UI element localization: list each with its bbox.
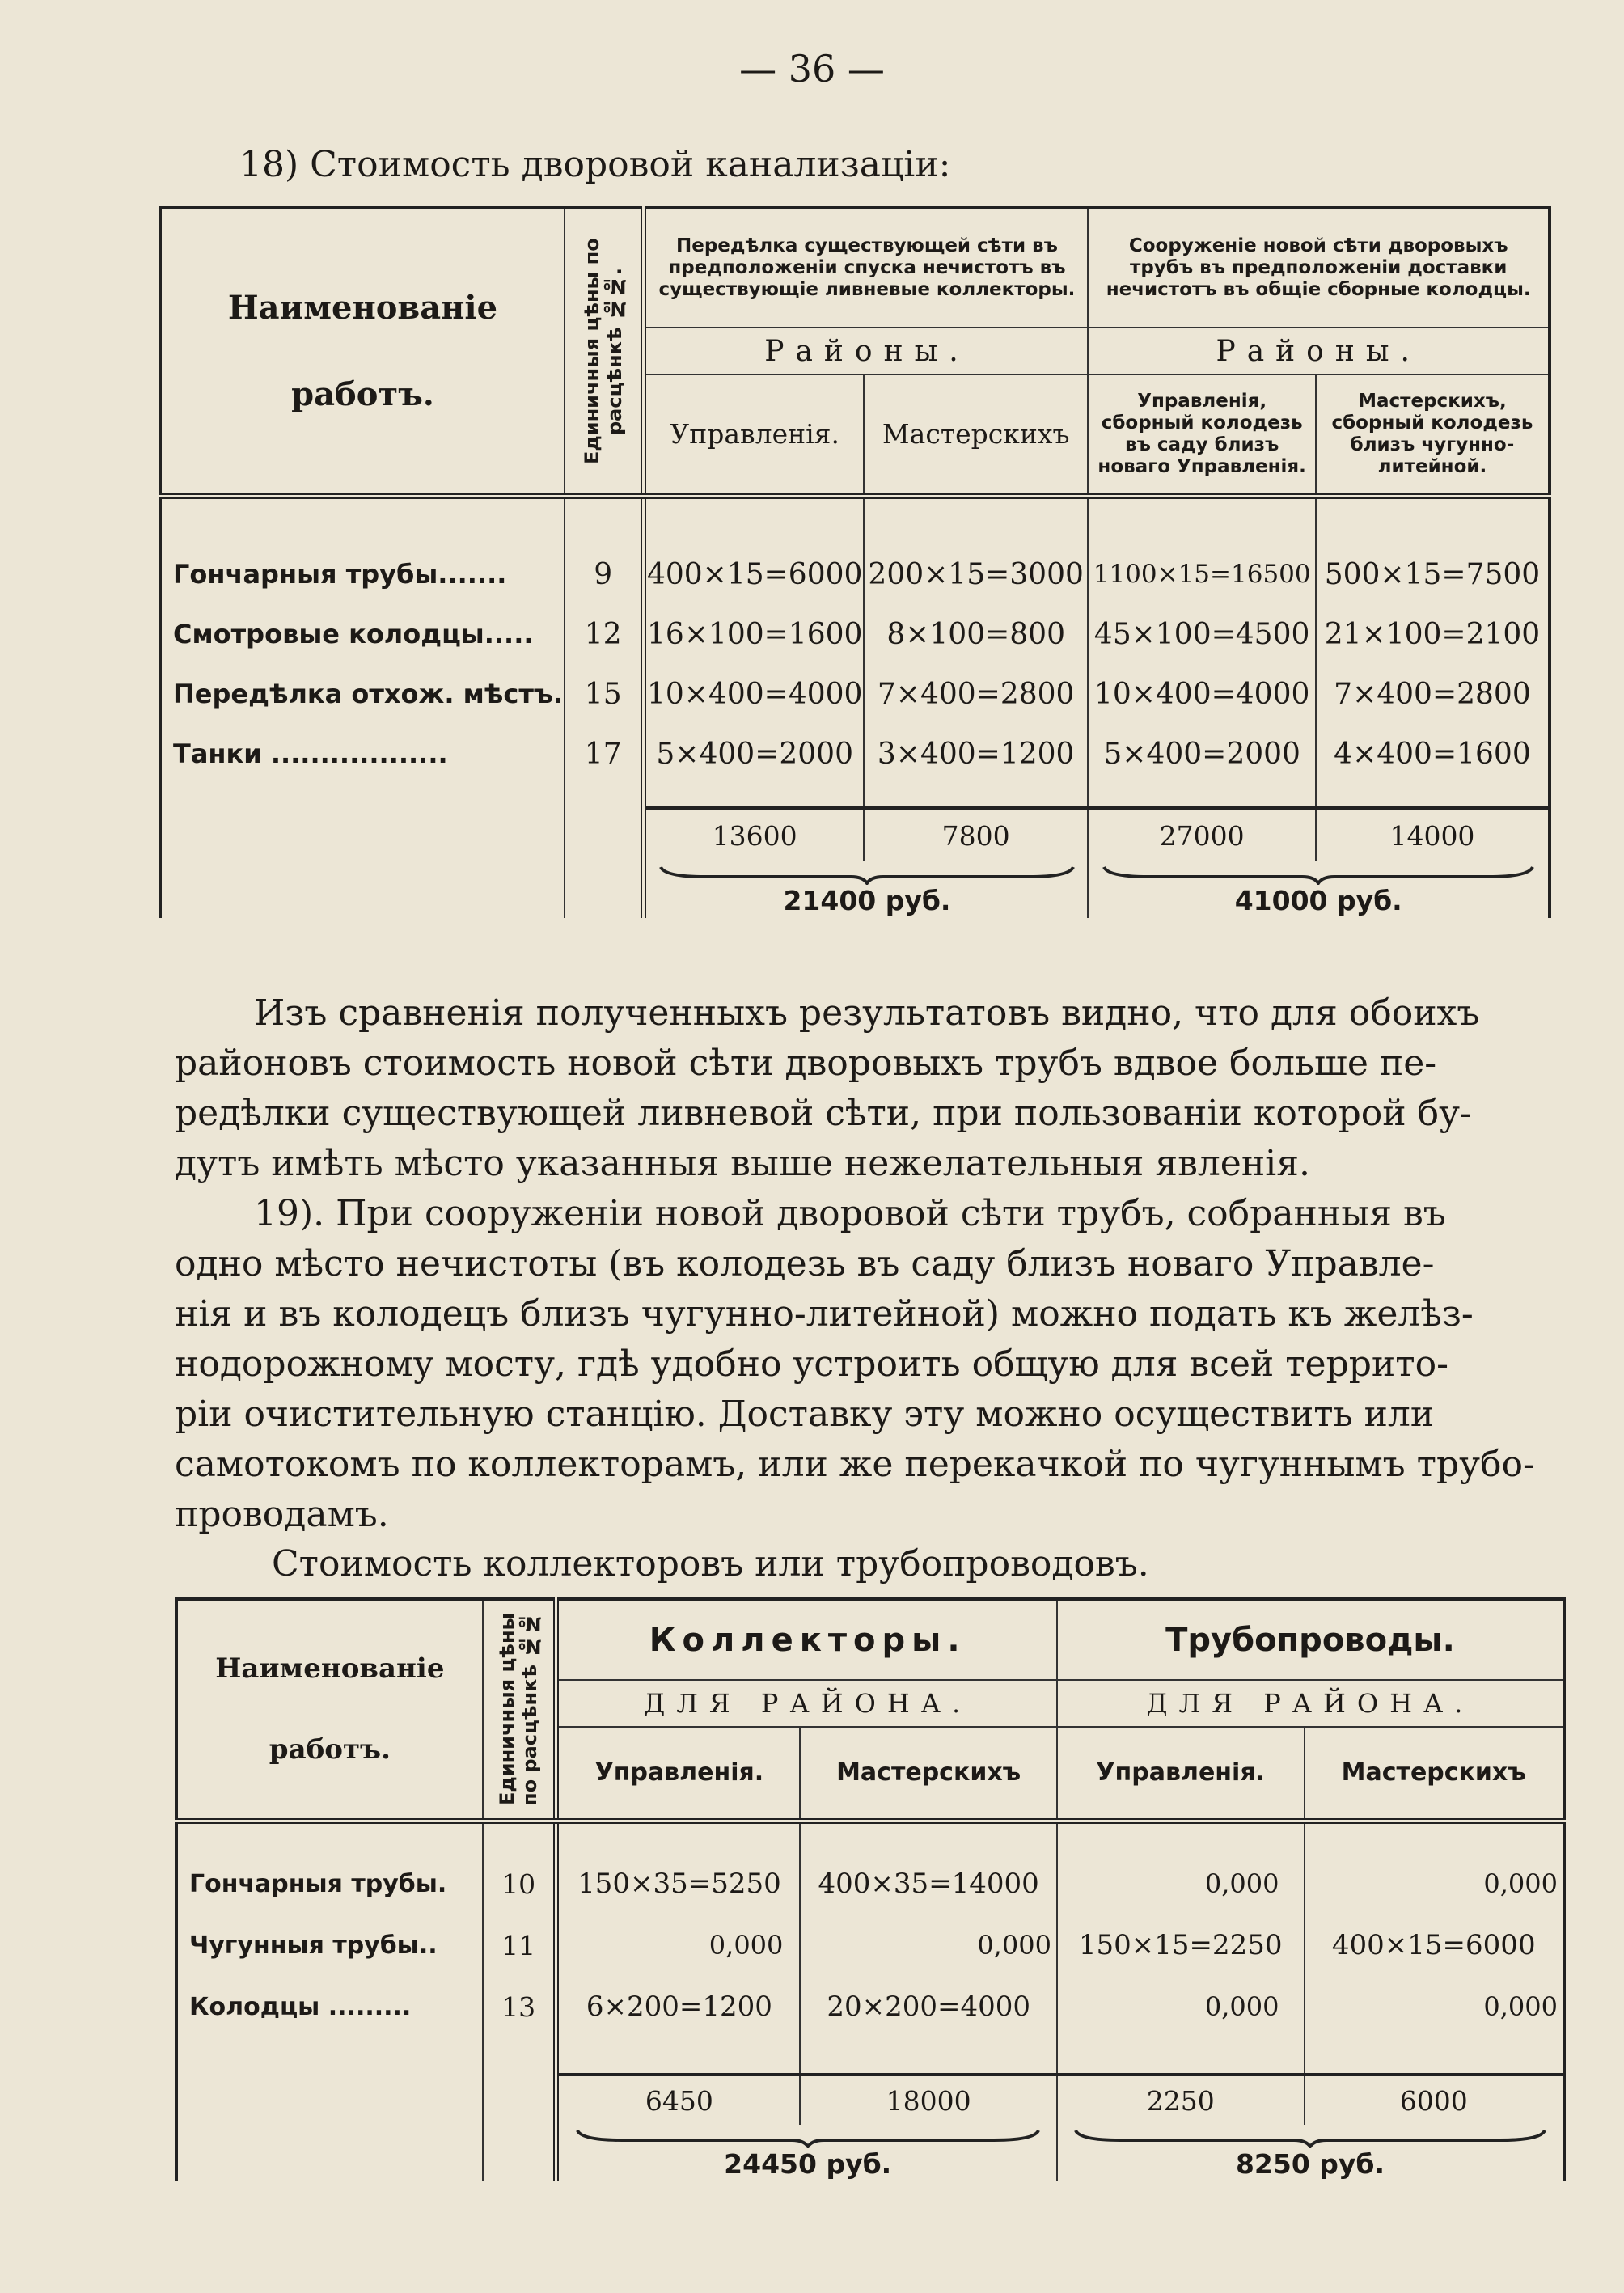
header-group-collectors: Коллекторы. bbox=[556, 1599, 1057, 1680]
paragraph-line: рiи очистительную станцiю. Доставку эту можно осуществить или bbox=[175, 1394, 1435, 1435]
cell-value: 5×400=2000 bbox=[644, 724, 864, 784]
header-sub-workshops: Мастерскихъ bbox=[864, 374, 1089, 496]
header-unit-price: Единичныя цѣны по расцѣнкѣ №№. bbox=[565, 208, 644, 496]
cell-value: 0,000 bbox=[1305, 1976, 1565, 2037]
header-for-district-1: ДЛЯ РАЙОНА. bbox=[556, 1680, 1057, 1727]
totals-row bbox=[176, 2075, 1564, 2125]
sum-brace-1: 24450 руб. bbox=[556, 2125, 1057, 2181]
sum-brace-1: 21400 руб. bbox=[644, 861, 1088, 918]
header-sub-administration: Управленiя. bbox=[1057, 1727, 1305, 1821]
total-value: 6450 bbox=[556, 2075, 800, 2125]
cell-value: 5×400=2000 bbox=[1088, 724, 1315, 784]
header-sub-workshops-well: Мастерскихъ, сборный колодезь близъ чугунно-литейной. bbox=[1316, 374, 1550, 496]
cell-value: 3×400=1200 bbox=[864, 724, 1089, 784]
paragraph-line: Изъ сравненiя полученныхъ результатовъ видно, что для обоихъ bbox=[254, 992, 1480, 1034]
table-row bbox=[176, 1914, 1564, 1976]
row-name: Чугунныя трубы.. bbox=[176, 1914, 483, 1976]
row-unit: 15 bbox=[565, 664, 644, 724]
total-value: 7800 bbox=[864, 808, 1089, 861]
paragraph-line: одно мѣсто нечистоты (въ колодезь въ саду близъ новаго Управле- bbox=[175, 1243, 1435, 1284]
cell-value: 500×15=7500 bbox=[1316, 544, 1550, 604]
header-sub-administration-well: Управленiя, сборный колодезь въ саду близъ новаго Управленiя. bbox=[1088, 374, 1315, 496]
curly-brace-icon bbox=[1100, 864, 1537, 885]
row-unit: 13 bbox=[483, 1976, 556, 2037]
cell-value: 4×400=1600 bbox=[1316, 724, 1550, 784]
paragraph-line: дутъ имѣть мѣсто указанныя выше нежелательныя явленiя. bbox=[175, 1143, 1310, 1184]
cell-value: 10×400=4000 bbox=[644, 664, 864, 724]
cell-value: 7×400=2800 bbox=[1316, 664, 1550, 724]
row-unit: 11 bbox=[483, 1914, 556, 1976]
header-districts-1: Районы. bbox=[644, 328, 1088, 374]
cell-value: 0,000 bbox=[800, 1914, 1057, 1976]
total-value: 14000 bbox=[1316, 808, 1550, 861]
row-unit: 17 bbox=[565, 724, 644, 784]
cell-value: 7×400=2800 bbox=[864, 664, 1089, 724]
table-row bbox=[176, 1853, 1564, 1914]
table-row bbox=[160, 544, 1550, 604]
header-districts-2: Районы. bbox=[1088, 328, 1550, 374]
cell-value: 200×15=3000 bbox=[864, 544, 1089, 604]
yard-sewerage-cost-table bbox=[159, 206, 1551, 918]
total-value: 2250 bbox=[1057, 2075, 1305, 2125]
header-sub-administration: Управленiя. bbox=[644, 374, 864, 496]
cell-value: 150×15=2250 bbox=[1057, 1914, 1305, 1976]
cell-value: 20×200=4000 bbox=[800, 1976, 1057, 2037]
cell-value: 0,000 bbox=[556, 1914, 800, 1976]
row-name: Смотровые колодцы..... bbox=[160, 604, 565, 664]
table-row bbox=[160, 604, 1550, 664]
cell-value: 400×15=6000 bbox=[644, 544, 864, 604]
header-sub-workshops: Мастерскихъ bbox=[800, 1727, 1057, 1821]
paragraph-line: самотокомъ по коллекторамъ, или же перекачкой по чугуннымъ трубо- bbox=[175, 1444, 1535, 1485]
paragraph-line: районовъ стоимость новой сѣти дворовыхъ трубъ вдвое больше пе- bbox=[175, 1043, 1437, 1084]
header-for-district-2: ДЛЯ РАЙОНА. bbox=[1057, 1680, 1564, 1727]
curly-brace-icon bbox=[657, 864, 1077, 885]
total-value: 6000 bbox=[1305, 2075, 1565, 2125]
totals-row bbox=[160, 808, 1550, 861]
sum-brace-2: 8250 руб. bbox=[1057, 2125, 1564, 2181]
header-sub-administration: Управленiя. bbox=[556, 1727, 800, 1821]
collectors-pipelines-cost-table bbox=[175, 1597, 1566, 2181]
header-group-pipelines: Трубопроводы. bbox=[1057, 1599, 1564, 1680]
cell-value: 8×100=800 bbox=[864, 604, 1089, 664]
sum-brace-2: 41000 руб. bbox=[1088, 861, 1550, 918]
header-group-rework: Передѣлка существующей сѣти въ предположенiи спуска нечистотъ въ существующiе ливневые коллекторы. bbox=[644, 208, 1088, 328]
total-value: 13600 bbox=[644, 808, 864, 861]
cell-value: 16×100=1600 bbox=[644, 604, 864, 664]
paragraph-line: 19). При сооруженiи новой дворовой сѣти трубъ, собранныя въ bbox=[254, 1193, 1446, 1234]
table-row bbox=[160, 664, 1550, 724]
section-18-heading: 18) Стоимость дворовой канализацiи: bbox=[239, 144, 951, 185]
header-sub-workshops: Мастерскихъ bbox=[1305, 1727, 1565, 1821]
header-work-name: Наименованiе работъ. bbox=[160, 208, 565, 496]
total-value: 18000 bbox=[800, 2075, 1057, 2125]
page-number: — 36 — bbox=[739, 47, 885, 91]
row-unit: 10 bbox=[483, 1853, 556, 1914]
row-name: Танки .................. bbox=[160, 724, 565, 784]
curly-brace-icon bbox=[573, 2127, 1042, 2148]
paragraph-line: нодорожному мосту, гдѣ удобно устроить общую для всей террито- bbox=[175, 1343, 1448, 1385]
header-work-name: Наименованiе работъ. bbox=[176, 1599, 483, 1821]
cell-value: 0,000 bbox=[1057, 1976, 1305, 2037]
paragraph-line: редѣлки существующей ливневой сѣти, при пользованiи которой бу- bbox=[175, 1093, 1472, 1134]
paragraph-line: нiя и въ колодецъ близъ чугунно-литейной) можно подать къ желѣз- bbox=[175, 1293, 1474, 1335]
row-name: Колодцы ......... bbox=[176, 1976, 483, 2037]
collectors-heading: Стоимость коллекторовъ или трубопроводовъ. bbox=[272, 1543, 1149, 1584]
cell-value: 45×100=4500 bbox=[1088, 604, 1315, 664]
curly-brace-icon bbox=[1072, 2127, 1549, 2148]
cell-value: 400×15=6000 bbox=[1305, 1914, 1565, 1976]
row-unit: 12 bbox=[565, 604, 644, 664]
cell-value: 1100×15=16500 bbox=[1088, 544, 1315, 604]
row-name: Гончарныя трубы. bbox=[176, 1853, 483, 1914]
header-group-new-network: Сооруженiе новой сѣти дворовыхъ трубъ въ предположенiи доставки нечистотъ въ общiе сборные колодцы. bbox=[1088, 208, 1550, 328]
row-name: Передѣлка отхож. мѣстъ. bbox=[160, 664, 565, 724]
table-row bbox=[176, 1976, 1564, 2037]
cell-value: 0,000 bbox=[1057, 1853, 1305, 1914]
cell-value: 10×400=4000 bbox=[1088, 664, 1315, 724]
row-name: Гончарныя трубы....... bbox=[160, 544, 565, 604]
cell-value: 150×35=5250 bbox=[556, 1853, 800, 1914]
cell-value: 21×100=2100 bbox=[1316, 604, 1550, 664]
cell-value: 6×200=1200 bbox=[556, 1976, 800, 2037]
cell-value: 0,000 bbox=[1305, 1853, 1565, 1914]
header-unit-price: Единичныя цѣны по расцѣнкѣ №№ bbox=[483, 1599, 556, 1821]
row-unit: 9 bbox=[565, 544, 644, 604]
paragraph-line: проводамъ. bbox=[175, 1494, 389, 1535]
total-value: 27000 bbox=[1088, 808, 1315, 861]
table-row bbox=[160, 724, 1550, 784]
cell-value: 400×35=14000 bbox=[800, 1853, 1057, 1914]
